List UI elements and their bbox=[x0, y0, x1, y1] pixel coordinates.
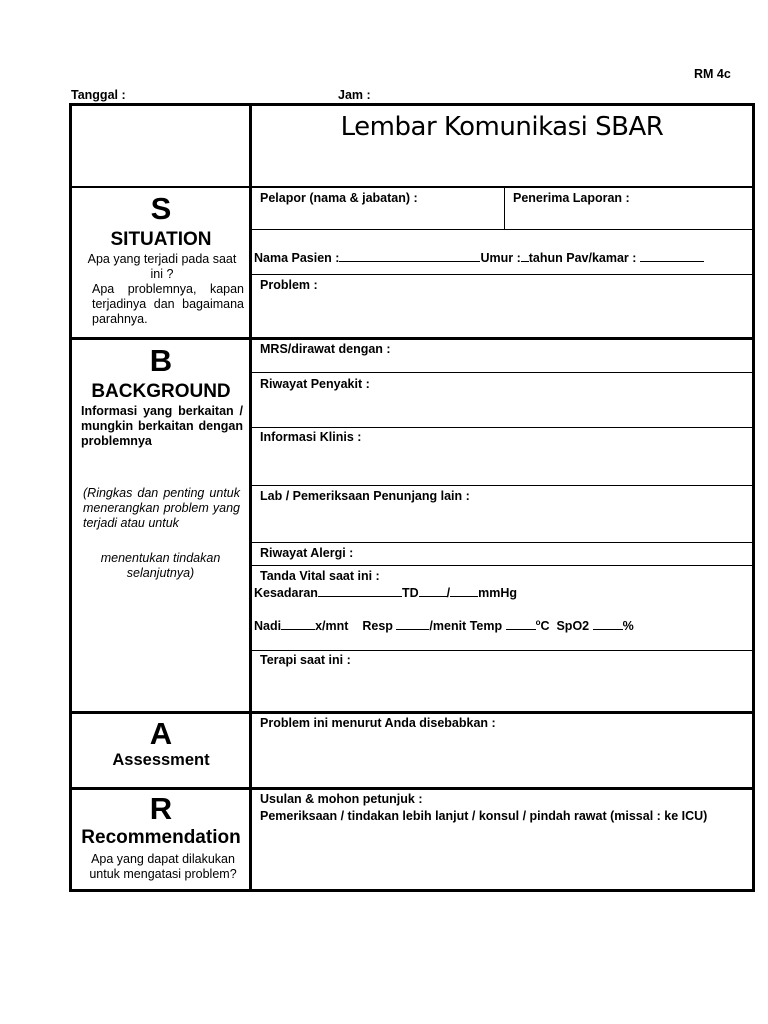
tanda-vital-label: Tanda Vital saat ini : bbox=[260, 569, 380, 583]
umur-blank[interactable] bbox=[521, 250, 529, 262]
divider-pelapor-penerima bbox=[504, 187, 505, 230]
pemeriksaan-text: Pemeriksaan / tindakan lebih lanjut / konsul / pindah rawat (missal : ke ICU) bbox=[260, 809, 708, 823]
divider-situation-background bbox=[69, 337, 755, 340]
divider-title-situation bbox=[69, 186, 755, 188]
divider-informasi-klinis bbox=[251, 485, 753, 486]
informasi-klinis-label: Informasi Klinis : bbox=[260, 430, 362, 444]
spo2-blank[interactable] bbox=[593, 618, 623, 630]
recommendation-heading: Recommendation bbox=[81, 827, 241, 848]
penerima-label: Penerima Laporan : bbox=[513, 191, 630, 205]
kesadaran-row bbox=[254, 585, 517, 600]
nama-pasien-label: Nama Pasien : bbox=[254, 251, 340, 265]
assessment-problem-label: Problem ini menurut Anda disebabkan : bbox=[260, 716, 496, 730]
divider-pasien bbox=[251, 274, 753, 275]
situation-letter: S bbox=[150, 191, 172, 226]
tahun-label: tahun Pav/kamar : bbox=[528, 251, 637, 265]
pasien-row bbox=[254, 250, 704, 265]
nama-pasien-blank[interactable] bbox=[339, 250, 480, 262]
form-code: RM 4c bbox=[694, 67, 731, 81]
table-bottom-border bbox=[69, 889, 755, 892]
vital-row bbox=[254, 618, 634, 633]
assessment-letter: A bbox=[149, 716, 173, 751]
recommendation-desc: Apa yang dapat dilakukan untuk mengatasi problem? bbox=[89, 852, 237, 881]
background-letter: B bbox=[149, 343, 173, 378]
td-diastolic-blank[interactable] bbox=[450, 585, 478, 597]
divider-alergi bbox=[251, 565, 753, 566]
form-title: Lembar Komunikasi SBAR bbox=[340, 112, 664, 142]
jam-label: Jam : bbox=[338, 88, 371, 102]
nadi-label: Nadi bbox=[254, 619, 282, 634]
tanggal-label: Tanggal : bbox=[71, 88, 126, 102]
lab-label: Lab / Pemeriksaan Penunjang lain : bbox=[260, 489, 470, 503]
problem-label: Problem : bbox=[260, 278, 318, 292]
kesadaran-blank[interactable] bbox=[318, 585, 402, 597]
table-right-border bbox=[752, 103, 755, 892]
table-top-border bbox=[69, 103, 755, 106]
background-desc-italic-1: (Ringkas dan penting untuk menerangkan problem yang terjadi atau untuk bbox=[83, 486, 240, 530]
umur-label: Umur : bbox=[480, 251, 521, 265]
recommendation-letter: R bbox=[149, 791, 173, 826]
terapi-label: Terapi saat ini : bbox=[260, 653, 351, 667]
resp-label: Resp bbox=[362, 619, 393, 634]
divider-riwayat-penyakit bbox=[251, 427, 753, 428]
kesadaran-label: Kesadaran bbox=[254, 586, 318, 600]
kamar-blank[interactable] bbox=[640, 250, 704, 262]
td-systolic-blank[interactable] bbox=[419, 585, 447, 597]
degree-sup: o bbox=[535, 618, 541, 627]
background-desc-bold: Informasi yang berkaitan / mungkin berkaitan dengan problemnya bbox=[81, 404, 243, 448]
resp-blank[interactable] bbox=[396, 618, 429, 630]
spo2-label: SpO2 bbox=[556, 619, 590, 634]
background-desc-italic-2: menentukan tindakan selanjutnya) bbox=[100, 551, 221, 580]
mmhg-label: mmHg bbox=[478, 586, 517, 600]
td-label: TD bbox=[401, 586, 419, 600]
assessment-heading: Assessment bbox=[112, 751, 210, 769]
menit-temp-label: /menit Temp bbox=[429, 619, 503, 634]
background-heading: BACKGROUND bbox=[91, 381, 231, 402]
divider-mrs bbox=[251, 372, 753, 373]
riwayat-alergi-label: Riwayat Alergi : bbox=[260, 546, 354, 560]
percent-label: % bbox=[622, 619, 634, 634]
situation-desc-2: Apa problemnya, kapan terjadinya dan bagaimana parahnya. bbox=[92, 282, 244, 326]
divider-lab bbox=[251, 542, 753, 543]
mrs-label: MRS/dirawat dengan : bbox=[260, 342, 391, 356]
situation-desc-1: Apa yang terjadi pada saat ini ? bbox=[87, 252, 237, 281]
nadi-blank[interactable] bbox=[281, 618, 315, 630]
celsius-label: C bbox=[540, 619, 550, 634]
pelapor-label: Pelapor (nama & jabatan) : bbox=[260, 191, 418, 205]
td-slash: / bbox=[446, 586, 451, 600]
riwayat-penyakit-label: Riwayat Penyakit : bbox=[260, 377, 370, 391]
divider-tanda-vital bbox=[251, 650, 753, 651]
divider-background-assessment bbox=[69, 711, 755, 714]
divider-pelapor bbox=[251, 229, 753, 230]
temp-blank[interactable] bbox=[506, 618, 536, 630]
usulan-label: Usulan & mohon petunjuk : bbox=[260, 792, 423, 806]
situation-heading: SITUATION bbox=[110, 229, 212, 250]
divider-assessment-recommendation bbox=[69, 787, 755, 790]
xmnt-label: x/mnt bbox=[315, 619, 349, 634]
